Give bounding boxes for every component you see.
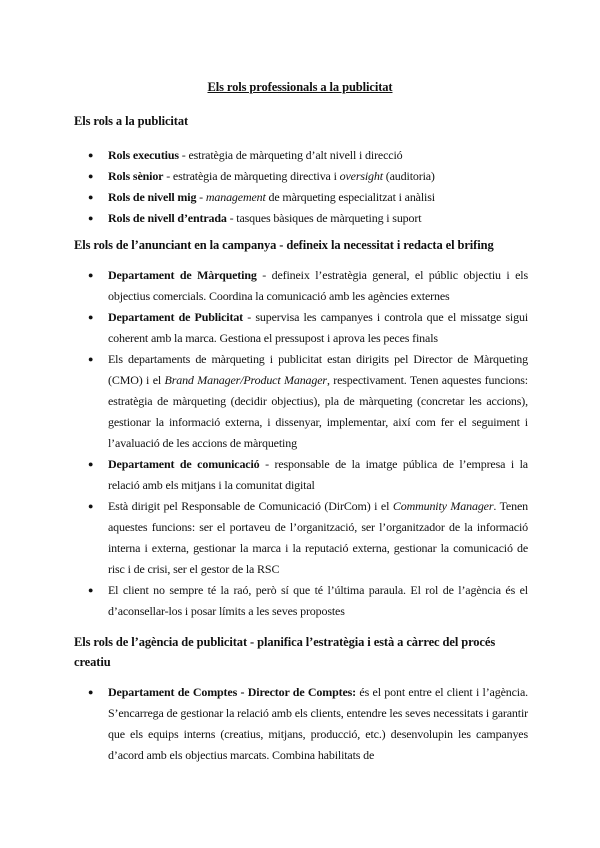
list-item: ● Els departaments de màrqueting i publicitat estan dirigits pel Director de Màrqueting (CMO) i el Brand Manager/Product Manager, respectivament. Tenen aquestes funcions: estratègia de màrqueting (decidir objectius), pla de màrqueting (concretar les accions), gestionar la informació externa, i dissenyar, implementar, així com fer el seguiment i l’avaluació de les accions de màrqueting (74, 349, 528, 454)
advertiser-list (74, 265, 528, 622)
agency-list (74, 682, 528, 766)
list-item: ● Rols executius - estratègia de màrqueting d’alt nivell i direcció (74, 145, 528, 166)
list-item: ● El client no sempre té la raó, però sí que té l’última paraula. El rol de l’agència és el d’aconsellar-los i posar límits a les seves propostes (74, 580, 528, 622)
document-title: Els rols professionals a la publicitat (207, 80, 393, 94)
list-item: ● Departament de Màrqueting - defineix l’estratègia general, el públic objectiu i els objectius comercials. Coordina la comunicació amb les agències externes (74, 265, 528, 307)
list-item: ● Departament de Comptes - Director de Comptes: és el pont entre el client i l’agència. S’encarrega de gestionar la relació amb els clients, entendre les seves necessitats i garantir que els equips interns (creatius, mitjans, producció, etc.) desenvolupin les campanyes d’acord amb els objectius marcats. Combina habilitats de (74, 682, 528, 766)
list-item: ● Rols de nivell d’entrada - tasques bàsiques de màrqueting i suport (74, 208, 528, 229)
list-item: ● Està dirigit pel Responsable de Comunicació (DirCom) i el Community Manager. Tenen aquestes funcions: ser el portaveu de l’organització, ser l’organitzador de la informació interna i externa, gestionar la marca i la reputació externa, gestionar la comunicació de risc i de crisi, ser el gestor de la RSC (74, 496, 528, 580)
roles-list (74, 145, 528, 229)
list-item: ● Rols sènior - estratègia de màrqueting directiva i oversight (auditoria) (74, 166, 528, 187)
list-item: ● Departament de Publicitat - supervisa les campanyes i controla que el missatge sigui coherent amb la marca. Gestiona el pressupost i aprova les peces finals (74, 307, 528, 349)
list-item: ● Rols de nivell mig - management de màrqueting especialitzat i anàlisi (74, 187, 528, 208)
list-item: ● Departament de comunicació - responsable de la imatge pública de l’empresa i la relació amb els mitjans i la comunitat digital (74, 454, 528, 496)
section-heading-advertiser: Els rols de l’anunciant en la campanya - defineix la necessitat i redacta el brifing (74, 238, 494, 252)
section-heading-roles: Els rols a la publicitat (74, 114, 189, 128)
section-heading-agency: Els rols de l’agència de publicitat - planifica l’estratègia i està a càrrec del procés creatiu (74, 635, 496, 669)
